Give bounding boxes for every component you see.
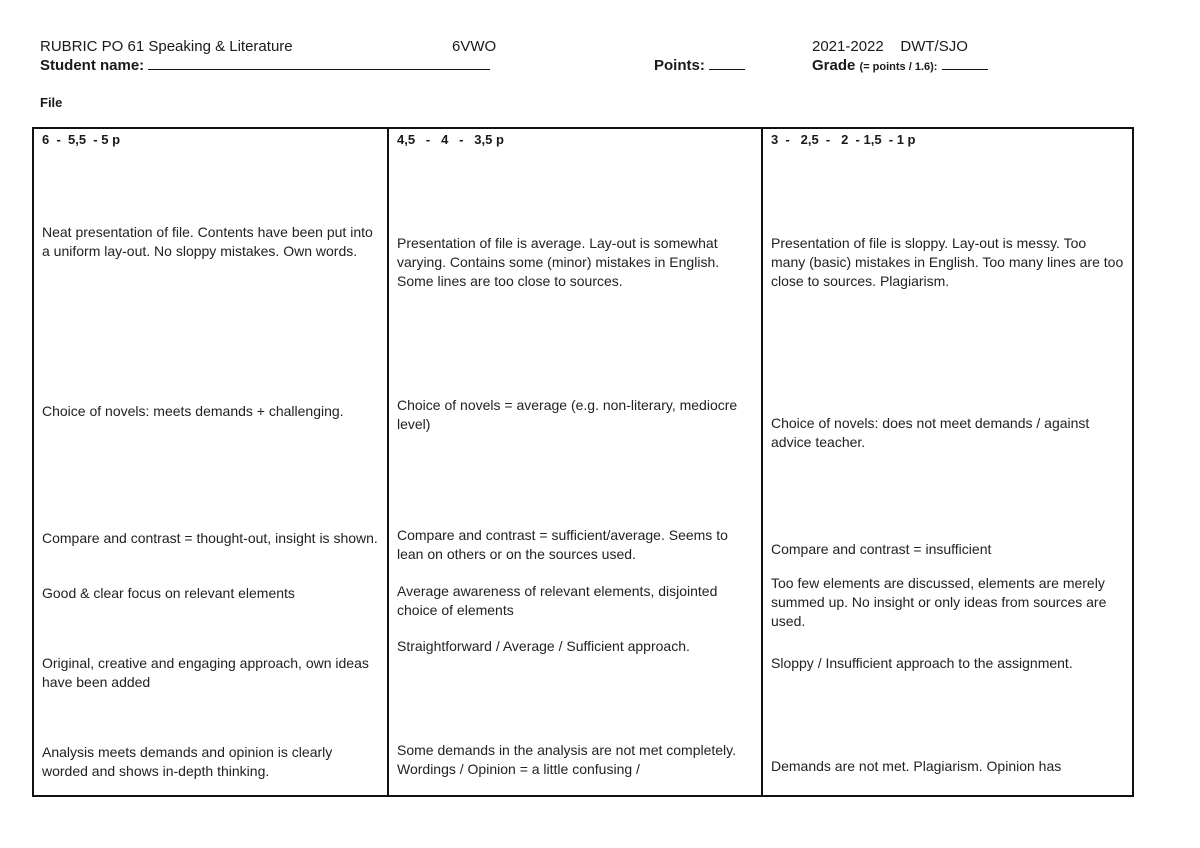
column-medium bbox=[387, 129, 763, 795]
criterion-focus: Good & clear focus on relevant elements bbox=[42, 585, 295, 601]
course-title: RUBRIC PO 61 Speaking & Literature bbox=[40, 38, 293, 55]
column-heading: 6 - 5,5 - 5 p bbox=[42, 132, 121, 147]
points-label: Points: bbox=[654, 57, 705, 74]
criterion-novels: Choice of novels = average (e.g. non-literary, mediocre level) bbox=[397, 397, 738, 432]
criterion-analysis: Some demands in the analysis are not met completely. Wordings / Opinion = a little confusing / bbox=[397, 742, 737, 777]
criterion-compare: Compare and contrast = insufficient bbox=[771, 541, 992, 557]
criterion-focus: Too few elements are discussed, elements are merely summed up. No insight or only ideas from sources are used. bbox=[771, 575, 1107, 629]
points-field bbox=[654, 57, 745, 74]
class-group: 6VWO bbox=[452, 38, 497, 55]
rubric-table bbox=[32, 127, 1134, 797]
criterion-compare: Compare and contrast = sufficient/average. Seems to lean on others or on the sources used. bbox=[397, 527, 728, 562]
criterion-approach: Straightforward / Average / Sufficient approach. bbox=[397, 638, 690, 654]
criterion-analysis: Analysis meets demands and opinion is clearly worded and shows in-depth thinking. bbox=[42, 744, 333, 779]
student-name-blank[interactable] bbox=[148, 57, 490, 70]
criterion-compare: Compare and contrast = thought-out, insight is shown. bbox=[42, 530, 378, 546]
grade-blank[interactable] bbox=[942, 57, 988, 70]
criterion-presentation: Neat presentation of file. Contents have been put into a uniform lay-out. No sloppy mistakes. Own words. bbox=[42, 224, 373, 259]
points-blank[interactable] bbox=[709, 57, 745, 70]
student-name-field bbox=[40, 57, 490, 74]
criterion-presentation: Presentation of file is sloppy. Lay-out is messy. Too many (basic) mistakes in English. Too many lines are too close to sources. Plagiarism. bbox=[771, 235, 1124, 289]
column-heading: 3 - 2,5 - 2 - 1,5 - 1 p bbox=[771, 132, 916, 147]
criterion-novels: Choice of novels: meets demands + challenging. bbox=[42, 403, 344, 419]
criterion-approach: Original, creative and engaging approach, own ideas have been added bbox=[42, 655, 369, 690]
grade-formula: (= points / 1.6): bbox=[859, 61, 938, 73]
section-title: File bbox=[40, 95, 63, 110]
year-teachers: 2021-2022 DWT/SJO bbox=[812, 38, 968, 55]
column-high bbox=[34, 129, 387, 795]
column-low bbox=[761, 129, 1132, 795]
criterion-novels: Choice of novels: does not meet demands / against advice teacher. bbox=[771, 415, 1090, 450]
grade-field bbox=[812, 57, 988, 76]
criterion-analysis: Demands are not met. Plagiarism. Opinion has bbox=[771, 758, 1062, 774]
student-name-label: Student name: bbox=[40, 57, 145, 74]
grade-label: Grade bbox=[812, 57, 856, 74]
column-heading: 4,5 - 4 - 3,5 p bbox=[397, 132, 504, 147]
rubric-title bbox=[40, 38, 293, 55]
criterion-presentation: Presentation of file is average. Lay-out is somewhat varying. Contains some (minor) mistakes in English. Some lines are too close to sources. bbox=[397, 235, 720, 289]
criterion-focus: Average awareness of relevant elements, disjointed choice of elements bbox=[397, 583, 718, 618]
criterion-approach: Sloppy / Insufficient approach to the assignment. bbox=[771, 655, 1073, 671]
